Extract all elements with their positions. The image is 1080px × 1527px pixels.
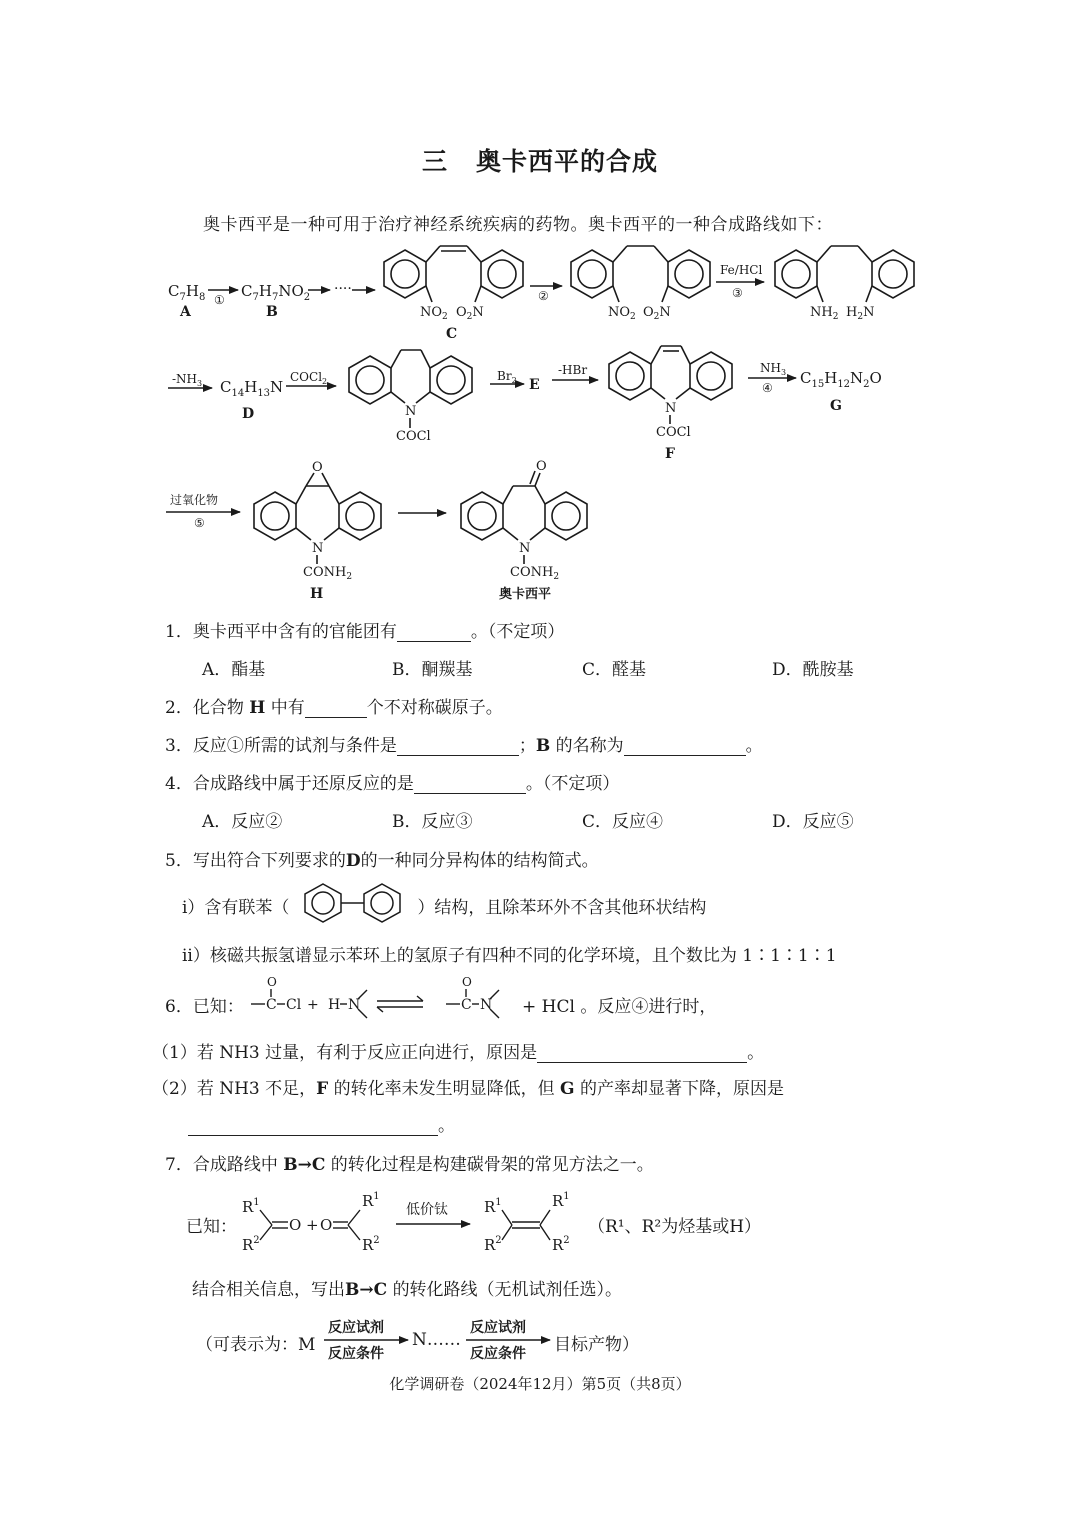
r1-d: $R^1$: [552, 1191, 570, 1210]
q7-instruction: [192, 1275, 622, 1300]
compound-C: [384, 246, 523, 342]
cocl-group-F: COCl: [656, 425, 691, 440]
q3-compound: B: [535, 736, 551, 756]
conh2-H: $CONH_2$: [303, 565, 353, 582]
q7-number: 7．: [165, 1155, 193, 1175]
conh2-oxc: $CONH_2$: [510, 565, 560, 582]
compound-dihydro-carbonyl-chloride: [349, 350, 472, 444]
q1-option-b[interactable]: B．酮羰基: [392, 660, 473, 680]
r1-a: $R^1$: [242, 1197, 260, 1216]
q6-p1-blank[interactable]: [537, 1044, 747, 1063]
reagent-low-valent-ti: 低价钛: [406, 1202, 448, 1218]
step5-label: ⑤: [194, 516, 205, 530]
nh3-label: $NH_3$: [760, 361, 787, 377]
q3-end: 。: [745, 736, 763, 756]
r2-d: $R^2$: [552, 1235, 570, 1254]
q7-format-N: N……: [412, 1330, 461, 1350]
formula-D: $C_{14}H_{13}N$: [220, 378, 284, 399]
q7-instr-pre: 结合相关信息，写出: [192, 1280, 345, 1300]
biphenyl-structure: [291, 883, 415, 923]
question-1: [165, 617, 564, 642]
format-cond-2: 反应条件: [470, 1346, 526, 1362]
step2-label: ②: [538, 289, 549, 303]
q3-pre: 反应①所需的试剂与条件是: [192, 736, 397, 756]
q5-cond1-pre: i）含有联苯（: [182, 898, 290, 918]
q3-sep: ；: [518, 736, 536, 756]
q6-p2-blank[interactable]: [188, 1117, 438, 1136]
page-footer: 化学调研卷（2024年12月）第5页（共8页）: [389, 1375, 691, 1393]
step1-label: ①: [214, 293, 225, 307]
q2-number: 2．: [165, 698, 193, 718]
question-3: [165, 731, 763, 756]
q4-option-b[interactable]: B．反应③: [392, 812, 473, 832]
eq-N-right: N: [480, 997, 493, 1013]
formula-G: $C_{15}H_{12}N_2O$: [800, 369, 882, 390]
no2-right: $O_2N$: [643, 305, 671, 322]
q7-end: 的转化过程是构建碳骨架的常见方法之一。: [330, 1155, 654, 1175]
q6-p1-text: 若 NH3 过量，有利于反应正向进行，原因是: [196, 1043, 538, 1063]
r2-b: $R^2$: [362, 1235, 380, 1254]
dots: ····: [334, 281, 352, 297]
cocl2-label: COCl$_2$: [290, 370, 328, 386]
q6-reaction-text: + HCl 。反应④进行时，: [522, 997, 717, 1017]
o-b: O: [320, 1216, 333, 1234]
q1-end: 。（不定项）: [470, 622, 565, 642]
synthesis-scheme: [0, 0, 1080, 620]
q6-equation: [245, 972, 565, 1024]
q3-blank-1[interactable]: [397, 737, 519, 756]
q1-option-d[interactable]: D．酰胺基: [772, 660, 854, 680]
q6-part-2-tail: [188, 1111, 455, 1136]
intro-text: 奥卡西平是一种可用于治疗神经系统疾病的药物。奥卡西平的一种合成路线如下：: [203, 215, 833, 235]
eq-plus: +: [307, 997, 319, 1013]
formula-A: $C_7H_8$: [168, 282, 206, 303]
q3-number: 3．: [165, 736, 193, 756]
eq-N-left: N: [348, 997, 361, 1013]
question-5: [165, 846, 599, 871]
formula-B: $C_7H_7NO_2$: [241, 282, 311, 303]
N-atom-oxc: N: [519, 541, 531, 556]
question-2: [165, 693, 503, 718]
label-C: C: [446, 326, 458, 342]
q2-pre: 化合物: [192, 698, 244, 718]
q6-p2-pre: 若 NH3 不足，: [196, 1079, 317, 1099]
N-atom: N: [405, 404, 417, 419]
q4-blank[interactable]: [414, 775, 526, 794]
cocl-group: COCl: [396, 429, 431, 444]
o-a: O: [289, 1216, 302, 1234]
q6-p2-end: 的产率却显著下降，原因是: [579, 1079, 784, 1099]
question-6: [165, 992, 244, 1017]
q3-blank-2[interactable]: [624, 737, 746, 756]
q5-number: 5．: [165, 851, 193, 871]
minus-nh3-label: $-NH_3$: [172, 372, 203, 388]
step3-label: ③: [732, 286, 743, 300]
label-oxcarbazepine: 奥卡西平: [499, 587, 552, 602]
q2-blank[interactable]: [305, 699, 367, 718]
no2-left: $NO_2$: [608, 305, 636, 322]
r2-a: $R^2$: [242, 1235, 260, 1254]
q6-part-1: [152, 1038, 764, 1063]
no2-left-C: $NO_2$: [420, 305, 448, 322]
q6-p1-end: 。: [747, 1043, 765, 1063]
eq-Cl: Cl: [286, 997, 302, 1013]
q5-compound: D: [345, 851, 361, 871]
eq-O-right: O: [462, 975, 472, 989]
q2-compound: H: [249, 698, 266, 718]
nh2-right: $H_2N$: [846, 305, 875, 322]
label-D: D: [242, 406, 255, 422]
q6-p2-mid: 的转化率未发生明显降低，但: [333, 1079, 555, 1099]
q6-p2-F: F: [316, 1079, 329, 1099]
q1-number: 1．: [165, 622, 193, 642]
N-atom-H: N: [312, 541, 324, 556]
q6-p2-tail: 。: [438, 1116, 455, 1136]
q4-option-a[interactable]: A．反应②: [202, 812, 283, 832]
q7-bc: B→C: [283, 1155, 326, 1175]
label-A: A: [180, 304, 191, 320]
compound-oxcarbazepine: [461, 459, 587, 602]
q7-known: 已知：: [186, 1217, 237, 1237]
q4-text: 合成路线中属于还原反应的是: [192, 774, 414, 794]
label-F: F: [665, 446, 675, 462]
q6-p2-G: G: [560, 1079, 575, 1099]
q7-format-end: 目标产物）: [554, 1335, 639, 1355]
minus-hbr-label: -HBr: [558, 363, 588, 377]
r1-b: $R^1$: [362, 1191, 380, 1210]
q4-option-d[interactable]: D．反应⑤: [772, 812, 854, 832]
q6-part-2: [152, 1074, 784, 1099]
br2-label: $Br_2$: [497, 369, 517, 385]
fe-hcl-label: Fe/HCl: [720, 263, 763, 277]
q7-instr-bc: B→C: [345, 1280, 388, 1300]
q1-option-a[interactable]: A．酯基: [202, 660, 266, 680]
label-H: H: [310, 586, 324, 602]
N-atom-F: N: [665, 401, 677, 416]
compound-H: [254, 460, 381, 602]
q6-p1-number: （1）: [152, 1043, 197, 1063]
q6-known: 已知：: [192, 997, 244, 1017]
section-number: 三: [421, 147, 448, 176]
q5-pre: 写出符合下列要求的: [192, 851, 346, 871]
q6-p2-number: （2）: [152, 1079, 197, 1099]
format-reagent-2: 反应试剂: [470, 1320, 526, 1336]
q1-option-c[interactable]: C．醛基: [582, 660, 647, 680]
section-title-text: 奥卡西平的合成: [476, 147, 659, 176]
q5-condition-1: [182, 893, 706, 923]
q5-condition-2: ii）核磁共振氢谱显示苯环上的氢原子有四种不同的化学环境，且个数比为 1∶1∶1∶1: [182, 946, 837, 966]
eq-C-right: C: [461, 997, 472, 1013]
q7-mcmurry-equation: [240, 1188, 640, 1258]
label-G: G: [830, 398, 842, 414]
no2-right-C: $O_2N$: [456, 305, 484, 322]
q5-end: 的一种同分异构体的结构简式。: [360, 851, 599, 871]
epoxide-O: O: [312, 460, 323, 475]
ketone-O: O: [536, 459, 547, 474]
compound-diamine: [775, 246, 914, 322]
q1-blank[interactable]: [397, 623, 471, 642]
format-cond-1: 反应条件: [328, 1346, 384, 1362]
q6-number: 6．: [165, 997, 193, 1017]
q1-text: 奥卡西平中含有的官能团有: [192, 622, 397, 642]
compound-F: [609, 346, 732, 462]
compound-dinitro-dihydro: [571, 246, 710, 322]
q4-option-c[interactable]: C．反应④: [582, 812, 664, 832]
question-7: [165, 1150, 654, 1175]
r2-c: $R^2$: [484, 1235, 502, 1254]
plus-q7: +: [306, 1216, 319, 1234]
eq-O-left: O: [267, 975, 277, 989]
nh2-left: $NH_2$: [810, 305, 839, 322]
eq-C-left: C: [266, 997, 277, 1013]
format-reagent-1: 反应试剂: [328, 1320, 384, 1336]
q7-note: （R¹、R²为烃基或H）: [588, 1217, 762, 1237]
step4-label: ④: [762, 381, 773, 395]
q5-cond1-post: ）结构，且除苯环外不含其他环状结构: [417, 898, 707, 918]
peroxide-label: 过氧化物: [170, 493, 219, 507]
label-B: B: [266, 304, 278, 320]
question-4: [165, 769, 619, 794]
q4-number: 4．: [165, 774, 193, 794]
eq-H: H: [328, 997, 341, 1013]
label-E: E: [529, 377, 540, 393]
q7-pre: 合成路线中: [192, 1155, 278, 1175]
q3-mid: 的名称为: [555, 736, 624, 756]
q2-end: 个不对称碳原子。: [366, 698, 503, 718]
r1-c: $R^1$: [484, 1197, 502, 1216]
q7-instr-end: 的转化路线（无机试剂任选）。: [392, 1280, 623, 1300]
q2-mid: 中有: [270, 698, 305, 718]
q7-format-start: （可表示为：M: [196, 1335, 316, 1355]
q4-end: 。（不定项）: [525, 774, 620, 794]
